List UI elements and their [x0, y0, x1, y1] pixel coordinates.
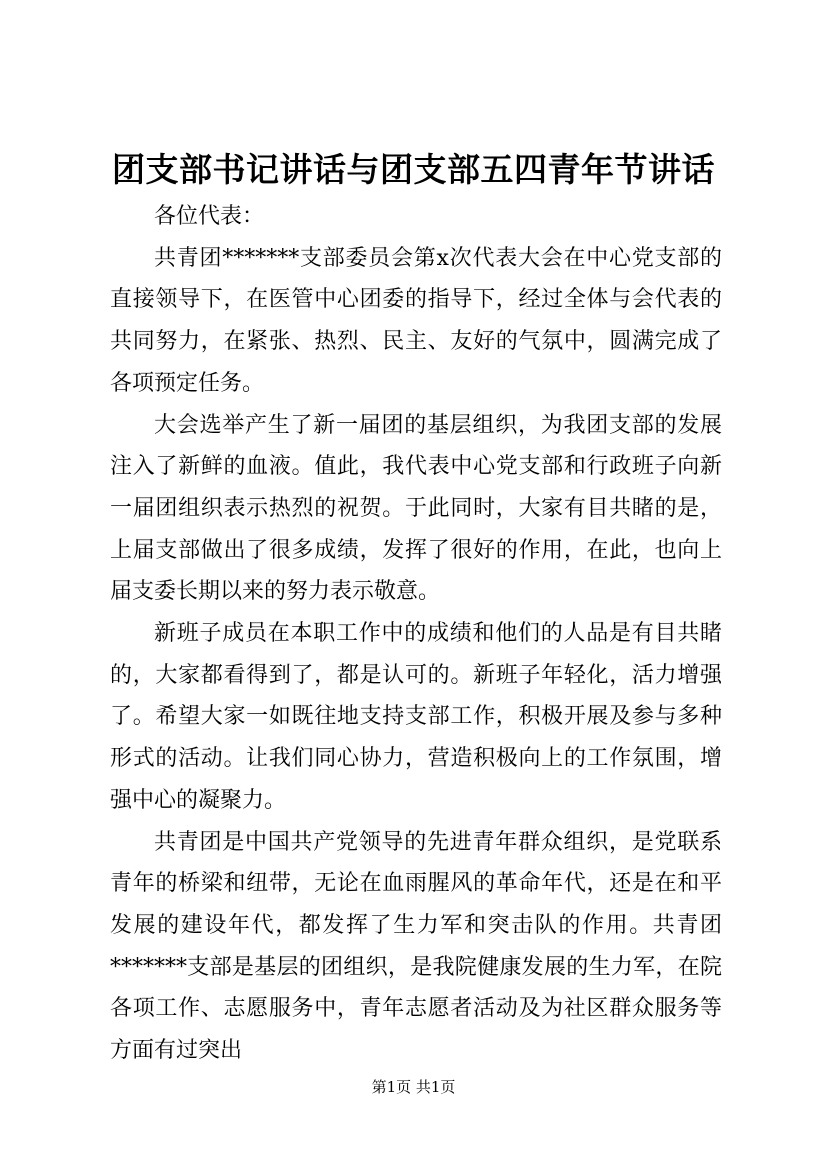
body-paragraph: 共青团*******支部委员会第x次代表大会在中心党支部的直接领导下，在医管中心团委的指导下，经过全体与会代表的共同努力，在紧张、热烈、民主、友好的气氛中，圆满完成了各项预定任务。: [110, 245, 722, 396]
body-paragraph: 大会选举产生了新一届团的基层组织，为我团支部的发展注入了新鲜的血液。值此，我代表中心党支部和行政班子向新一届团组织表示热烈的祝贺。于此同时，大家有目共睹的是，上届支部做出了很多成绩，发挥了很好的作用，在此，也向上届支委长期以来的努力表示敬意。: [110, 412, 722, 605]
document-body: [110, 196, 722, 1072]
page-number-footer: 第1页 共1页: [371, 1078, 456, 1096]
document-title: 团支部书记讲话与团支部五四青年节讲话: [112, 150, 715, 189]
salutation-paragraph: 各位代表：: [154, 204, 265, 229]
body-paragraph: 共青团是中国共产党领导的先进青年群众组织，是党联系青年的桥梁和纽带，无论在血雨腥风的革命年代，还是在和平发展的建设年代，都发挥了生力军和突击队的作用。共青团*******支部是基层的团组织，是我院健康发展的生力军，在院各项工作、志愿服务中，青年志愿者活动及为社区群众服务等方面有过突出: [110, 829, 722, 1064]
body-paragraph: 新班子成员在本职工作中的成绩和他们的人品是有目共睹的，大家都看得到了，都是认可的。新班子年轻化，活力增强了。希望大家一如既往地支持支部工作，积极开展及参与多种形式的活动。让我们同心协力，营造积极向上的工作氛围，增强中心的凝聚力。: [110, 621, 722, 813]
